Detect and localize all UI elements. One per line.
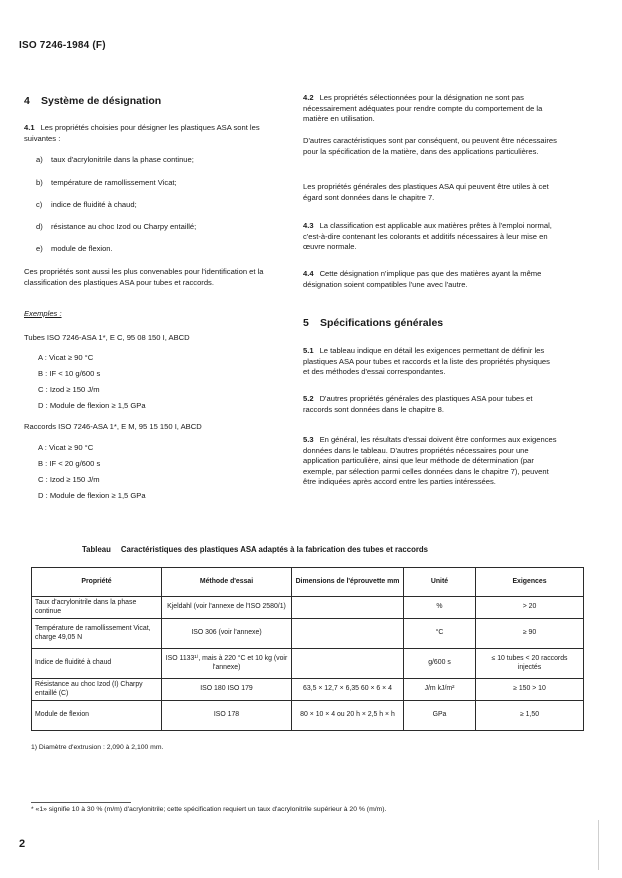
paragraph-5-2-text: D'autres propriétés générales des plastiques ASA pour tubes et raccords sont données dans le chapitre 8. [303, 394, 533, 414]
table-cell: Température de ramollissement Vicat, charge 49,05 N [32, 619, 162, 649]
paragraph-4-1 [24, 123, 290, 144]
list-item-text: température de ramollissement Vicat; [51, 178, 177, 187]
table-cell: J/m kJ/m² [404, 679, 476, 701]
table-cell: % [404, 597, 476, 619]
table-cell: ≥ 90 [476, 619, 584, 649]
list-item-text: taux d'acrylonitrile dans la phase continue; [51, 155, 194, 164]
table-row [32, 679, 584, 701]
section-4-title: Système de désignation [41, 95, 162, 107]
table-cell: 63,5 × 12,7 × 6,35 60 × 6 × 4 [292, 679, 404, 701]
raccords-designation: Raccords ISO 7246-ASA 1*, E M, 95 15 150 I, ABCD [24, 422, 202, 431]
table-cell [292, 597, 404, 619]
table-caption-label: Tableau [82, 545, 111, 554]
section-5-title: Spécifications générales [320, 317, 444, 329]
paragraph-5-2 [303, 394, 558, 415]
table-cell: 80 × 10 × 4 ou 20 h × 2,5 h × h [292, 701, 404, 731]
raccords-item-c: C : Izod ≥ 150 J/m [38, 475, 100, 484]
table-cell: ≤ 10 tubes < 20 raccords injectés [476, 649, 584, 679]
page-number: 2 [19, 838, 26, 850]
examples-label: Exemples : [24, 309, 62, 318]
list-item [24, 200, 137, 209]
table-row [32, 597, 584, 619]
list-item-label: a) [36, 155, 43, 164]
list-item [24, 178, 177, 187]
table-row [32, 701, 584, 731]
asterisk-footnote: * «1» signifie 10 à 30 % (m/m) d'acrylonitrile; cette spécification requiert un taux d'acrylonitrile supérieur à 20 % (m/m). [31, 806, 387, 813]
list-item-label: b) [36, 178, 43, 187]
table-cell: ISO 306 (voir l'annexe) [162, 619, 292, 649]
column-header: Exigences [476, 568, 584, 597]
table-cell: g/600 s [404, 649, 476, 679]
paragraph-4-2-text: Les propriétés sélectionnées pour la désignation ne sont pas nécessairement adéquates pour rendre compte du comportement de la matière en utilisation. [303, 93, 543, 124]
paragraph-5-3 [303, 435, 558, 488]
table-cell: GPa [404, 701, 476, 731]
table-row [32, 619, 584, 649]
table-row [32, 649, 584, 679]
list-item-text: résistance au choc Izod ou Charpy entaillé; [51, 222, 197, 231]
table-cell: ≥ 1,50 [476, 701, 584, 731]
table-cell: Module de flexion [32, 701, 162, 731]
identification-paragraph: Ces propriétés sont aussi les plus convenables pour l'identification et la classification des plastiques ASA pour tubes et raccords. [24, 267, 264, 287]
paragraph-4-2-c: Les propriétés générales des plastiques ASA qui peuvent être utiles à cet égard sont données dans le chapitre 7. [303, 182, 549, 202]
paragraph-4-2 [303, 93, 558, 125]
paragraph-4-3-text: La classification est applicable aux matières prêtes à l'emploi normal, c'est-à-dire contenant les colorants et additifs nécessaires à leur mise en œuvre normale. [303, 221, 552, 252]
table-cell: Indice de fluidité à chaud [32, 649, 162, 679]
footnote-divider [31, 802, 131, 803]
tubes-item-d: D : Module de flexion ≥ 1,5 GPa [38, 401, 146, 410]
column-header: Dimensions de l'éprouvette mm [292, 568, 404, 597]
paragraph-5-1-text: Le tableau indique en détail les exigences permettant de définir les plastiques ASA pour tubes et raccords et la liste des propriétés physiques et des méthodes d'essai correspondantes. [303, 346, 550, 377]
paragraph-4-4 [303, 269, 558, 290]
column-header: Méthode d'essai [162, 568, 292, 597]
table-cell: Kjeldahl (voir l'annexe de l'ISO 2580/1) [162, 597, 292, 619]
table-cell: ISO 1133¹⁾, mais à 220 °C et 10 kg (voir l'annexe) [162, 649, 292, 679]
column-header: Unité [404, 568, 476, 597]
paragraph-5-3-text: En général, les résultats d'essai doivent être conformes aux exigences données dans le tableau. D'autres propriétés nécessaires pour une application particulière, ainsi que leur méthode de détermination (par exemple, par sélection parmi celles données dans le chapitre 7), peuvent être indiquées après accord entre les parties intéressées. [303, 435, 557, 487]
paragraph-5-3-number: 5.3 [303, 435, 314, 444]
paragraph-4-2-number: 4.2 [303, 93, 314, 102]
list-item-label: c) [36, 200, 43, 209]
paragraph-4-4-text: Cette désignation n'implique pas que des matières ayant la même désignation soient compatibles l'une avec l'autre. [303, 269, 542, 289]
section-5-heading [303, 317, 443, 329]
list-item-label: e) [36, 244, 43, 253]
column-header: Propriété [32, 568, 162, 597]
section-4-number: 4 [24, 95, 30, 107]
tubes-item-c: C : Izod ≥ 150 J/m [38, 385, 100, 394]
section-4-heading [24, 95, 161, 107]
paragraph-5-1-number: 5.1 [303, 346, 314, 355]
table-cell: ≥ 150 > 10 [476, 679, 584, 701]
table-cell [292, 649, 404, 679]
properties-table [31, 567, 584, 731]
table-cell: Taux d'acrylonitrile dans la phase continue [32, 597, 162, 619]
table-caption [82, 545, 428, 554]
paragraph-4-4-number: 4.4 [303, 269, 314, 278]
table-cell: Résistance au choc Izod (I) Charpy entaillé (C) [32, 679, 162, 701]
list-item-text: module de flexion. [51, 244, 113, 253]
tubes-designation: Tubes ISO 7246-ASA 1*, E C, 95 08 150 I, ABCD [24, 333, 190, 342]
list-item [24, 155, 194, 164]
table-cell: ISO 178 [162, 701, 292, 731]
table-caption-text: Caractéristiques des plastiques ASA adaptés à la fabrication des tubes et raccords [120, 545, 428, 554]
table-header-row [32, 568, 584, 597]
list-item [24, 244, 113, 253]
scan-artifact-line [598, 820, 599, 870]
table-cell: > 20 [476, 597, 584, 619]
paragraph-4-3 [303, 221, 558, 253]
table-footnote: 1) Diamètre d'extrusion : 2,090 à 2,100 mm. [31, 744, 164, 751]
raccords-item-d: D : Module de flexion ≥ 1,5 GPa [38, 491, 146, 500]
paragraph-5-1 [303, 346, 558, 378]
table-cell [292, 619, 404, 649]
paragraph-4-1-number: 4.1 [24, 123, 35, 132]
tubes-item-a: A : Vicat ≥ 90 °C [38, 353, 94, 362]
section-5-number: 5 [303, 317, 309, 329]
paragraph-5-2-number: 5.2 [303, 394, 314, 403]
document-id: ISO 7246-1984 (F) [19, 40, 106, 51]
paragraph-4-2-b: D'autres caractéristiques sont par conséquent, ou peuvent être nécessaires pour la spécification de la matière, dans des applications particulières. [303, 136, 557, 156]
paragraph-4-1-text: Les propriétés choisies pour désigner les plastiques ASA sont les suivantes : [24, 123, 260, 143]
table-cell: °C [404, 619, 476, 649]
list-item [24, 222, 196, 231]
raccords-item-a: A : Vicat ≥ 90 °C [38, 443, 94, 452]
list-item-label: d) [36, 222, 43, 231]
raccords-item-b: B : IF < 20 g/600 s [38, 459, 101, 468]
tubes-item-b: B : IF < 10 g/600 s [38, 369, 101, 378]
paragraph-4-3-number: 4.3 [303, 221, 314, 230]
list-item-text: indice de fluidité à chaud; [51, 200, 137, 209]
table-cell: ISO 180 ISO 179 [162, 679, 292, 701]
